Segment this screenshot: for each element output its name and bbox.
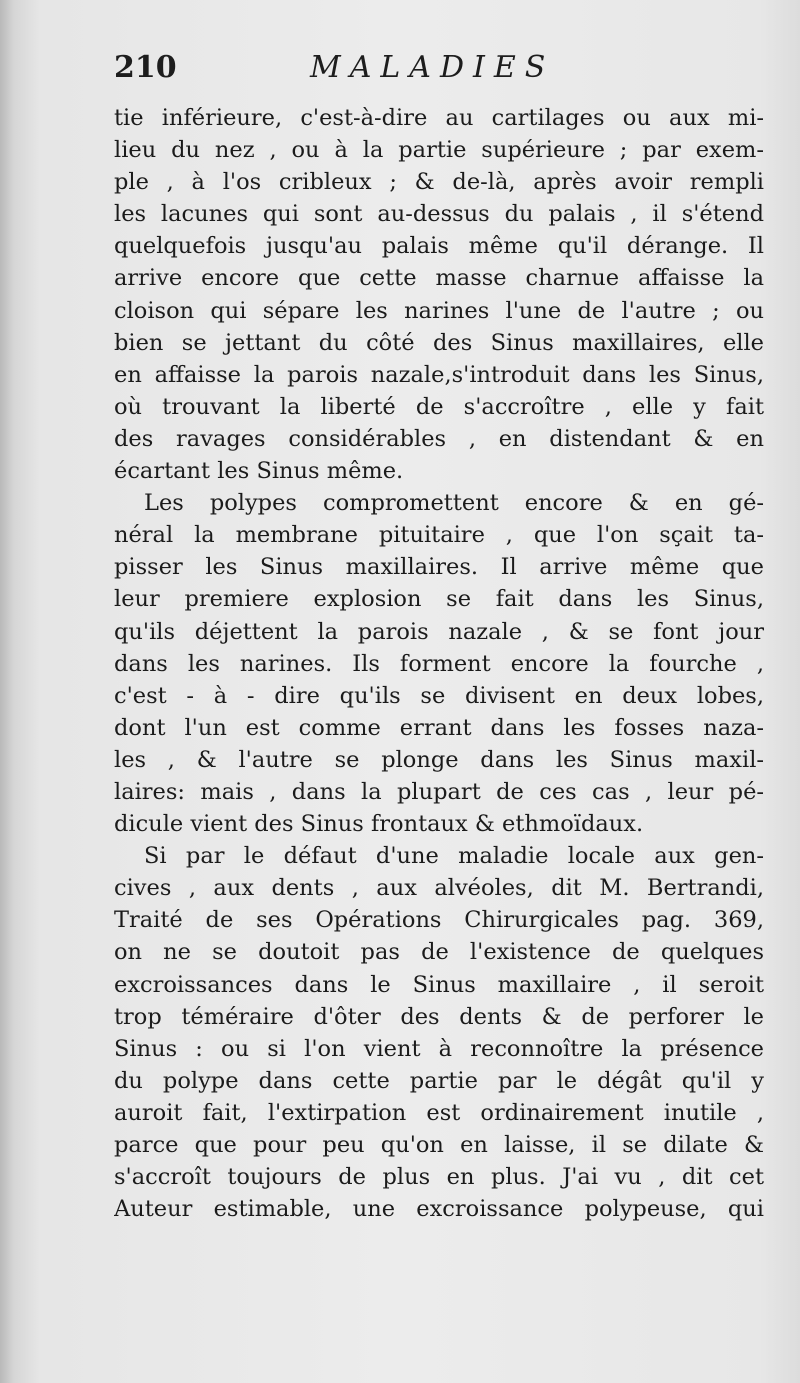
text-line: quelquefois jusqu'au palais même qu'il dérange. Il bbox=[114, 233, 764, 260]
text-line: s'accroît toujours de plus en plus. J'ai vu , dit cet bbox=[114, 1164, 764, 1191]
text-line: du polype dans cette partie par le dégât qu'il y bbox=[114, 1067, 764, 1094]
text-line: dans les narines. Ils forment encore la fourche , bbox=[114, 650, 764, 677]
text-line: néral la membrane pituitaire , que l'on sçait ta- bbox=[114, 522, 764, 549]
text-line: excroissances dans le Sinus maxillaire , il seroit bbox=[114, 971, 764, 998]
body-text bbox=[114, 102, 764, 1225]
page-header bbox=[114, 50, 764, 94]
text-line: qu'ils déjettent la parois nazale , & se font jour bbox=[114, 618, 764, 645]
text-line: des ravages considérables , en distendant & en bbox=[114, 425, 764, 452]
text-line: ple , à l'os cribleux ; & de-là, après avoir rempli bbox=[114, 169, 764, 196]
text-line: les lacunes qui sont au-dessus du palais , il s'étend bbox=[114, 201, 764, 228]
text-line: Traité de ses Opérations Chirurgicales pag. 369, bbox=[114, 907, 764, 934]
text-line: parce que pour peu qu'on en laisse, il se dilate & bbox=[114, 1132, 764, 1158]
text-line: tie inférieure, c'est-à-dire au cartilages ou aux mi- bbox=[114, 105, 764, 131]
text-line: Sinus : ou si l'on vient à reconnoître la présence bbox=[114, 1035, 764, 1062]
text-line: dicule vient des Sinus frontaux & ethmoïdaux. bbox=[114, 811, 644, 838]
text-line: en affaisse la parois nazale,s'introduit dans les Sinus, bbox=[114, 361, 764, 388]
text-line: écartant les Sinus même. bbox=[114, 458, 404, 485]
text-line: cloison qui sépare les narines l'une de l'autre ; ou bbox=[114, 297, 764, 324]
text-line: Auteur estimable, une excroissance polypeuse, qui bbox=[114, 1196, 764, 1223]
text-line: arrive encore que cette masse charnue affaisse la bbox=[114, 265, 764, 292]
text-line: auroit fait, l'extirpation est ordinairement inutile , bbox=[114, 1099, 764, 1126]
text-line: laires: mais , dans la plupart de ces cas , leur pé- bbox=[114, 778, 764, 805]
text-line: dont l'un est comme errant dans les fosses naza- bbox=[114, 714, 764, 741]
text-line: où trouvant la liberté de s'accroître , elle y fait bbox=[114, 393, 764, 420]
text-line: Les polypes compromettent encore & en gé- bbox=[144, 490, 764, 517]
text-line: c'est - à - dire qu'ils se divisent en deux lobes, bbox=[114, 682, 764, 709]
text-line: Si par le défaut d'une maladie locale aux gen- bbox=[144, 843, 764, 870]
page-number: 210 bbox=[114, 50, 177, 85]
text-line: pisser les Sinus maxillaires. Il arrive même que bbox=[114, 554, 764, 581]
text-line: lieu du nez , ou à la partie supérieure ; par exem- bbox=[114, 137, 764, 164]
text-line: on ne se doutoit pas de l'existence de quelques bbox=[114, 939, 764, 966]
text-line: cives , aux dents , aux alvéoles, dit M. Bertrandi, bbox=[114, 875, 764, 902]
text-line: leur premiere explosion se fait dans les Sinus, bbox=[114, 586, 764, 613]
text-line: trop téméraire d'ôter des dents & de perforer le bbox=[114, 1003, 764, 1030]
text-line: les , & l'autre se plonge dans les Sinus maxil- bbox=[114, 746, 764, 773]
running-title: MALADIES bbox=[310, 50, 555, 85]
text-line: bien se jettant du côté des Sinus maxillaires, elle bbox=[114, 329, 764, 356]
